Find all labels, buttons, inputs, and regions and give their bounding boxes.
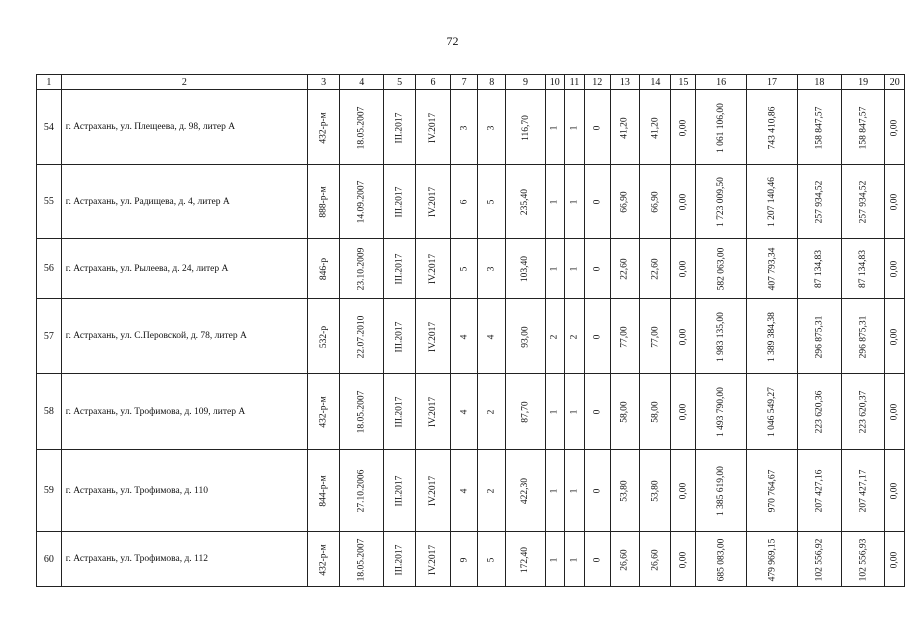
table-cell <box>506 239 545 299</box>
table-cell <box>885 450 905 532</box>
cell-text: III.2017 <box>394 253 405 285</box>
table-cell: г. Астрахань, ул. Трофимова, д. 112 <box>61 532 307 587</box>
header-cell: 20 <box>885 75 905 90</box>
cell-text: III.2017 <box>394 321 405 352</box>
table-cell <box>340 239 384 299</box>
table-cell: 56 <box>37 239 62 299</box>
header-cell: 19 <box>841 75 885 90</box>
table-cell <box>797 450 841 532</box>
table-row <box>37 374 905 450</box>
table-cell <box>416 532 451 587</box>
cell-text: 66,90 <box>619 191 630 213</box>
table-cell <box>545 532 564 587</box>
header-cell: 7 <box>450 75 477 90</box>
table-cell <box>506 374 545 450</box>
table-cell <box>696 374 747 450</box>
cell-text: III.2017 <box>394 186 405 218</box>
table-cell <box>564 374 584 450</box>
table-cell <box>585 374 610 450</box>
cell-text: IV.2017 <box>427 186 438 218</box>
cell-text: 93,00 <box>520 325 531 348</box>
cell-text: 102 556,92 <box>814 538 825 581</box>
table-cell <box>450 532 477 587</box>
cell-text: IV.2017 <box>427 396 438 428</box>
page-number: 72 <box>446 34 459 48</box>
table-cell <box>747 90 798 165</box>
table-cell: 58 <box>37 374 62 450</box>
cell-text: 9 <box>459 557 470 562</box>
table-cell <box>384 532 416 587</box>
header-row <box>37 75 905 90</box>
cell-text: 2 <box>569 334 580 339</box>
cell-text: III.2017 <box>394 112 405 143</box>
cell-text: IV.2017 <box>427 544 438 575</box>
cell-text: 3 <box>459 125 470 130</box>
table-cell <box>416 374 451 450</box>
table-cell <box>610 239 640 299</box>
table-cell <box>797 165 841 239</box>
cell-text: 0,00 <box>678 403 689 421</box>
table-row <box>37 299 905 374</box>
cell-text: 22,60 <box>619 258 630 280</box>
cell-text: 66,90 <box>650 191 661 213</box>
table-cell <box>478 239 506 299</box>
cell-text: 207 427,16 <box>814 469 825 513</box>
table-cell <box>340 299 384 374</box>
cell-text: IV.2017 <box>427 321 438 352</box>
cell-text: 0,00 <box>889 193 900 211</box>
table-cell <box>450 450 477 532</box>
table-cell <box>671 165 696 239</box>
table-cell <box>585 450 610 532</box>
table-cell <box>450 165 477 239</box>
table-cell <box>416 299 451 374</box>
table-cell <box>545 90 564 165</box>
table-cell: г. Астрахань, ул. Трофимова, д. 110 <box>61 450 307 532</box>
table-cell <box>545 299 564 374</box>
table-cell <box>797 374 841 450</box>
table-cell <box>610 374 640 450</box>
cell-text: 4 <box>459 488 470 494</box>
cell-text: 479 969,15 <box>767 538 778 581</box>
cell-text: 41,20 <box>619 116 630 139</box>
table-cell <box>640 90 671 165</box>
table-cell <box>450 90 477 165</box>
cell-text: 1 385 619,00 <box>716 466 727 516</box>
table-cell <box>696 532 747 587</box>
table-cell <box>671 374 696 450</box>
cell-text: 2 <box>486 488 497 494</box>
cell-text: 18.05.2007 <box>356 538 367 581</box>
table-cell <box>610 165 640 239</box>
table-cell <box>340 374 384 450</box>
table-cell <box>797 90 841 165</box>
table-cell <box>841 450 885 532</box>
table-cell <box>797 239 841 299</box>
table-cell: г. Астрахань, ул. Трофимова, д. 109, литер А <box>61 374 307 450</box>
cell-text: 5 <box>459 266 470 272</box>
cell-text: 14.09.2007 <box>356 180 367 224</box>
cell-text: 0,00 <box>678 260 689 278</box>
table-cell <box>450 374 477 450</box>
table-cell <box>640 239 671 299</box>
cell-text: 58,00 <box>619 401 630 423</box>
cell-text: 223 620,36 <box>814 390 825 434</box>
table-cell <box>671 299 696 374</box>
cell-text: III.2017 <box>394 475 405 507</box>
cell-text: 77,00 <box>619 325 630 348</box>
cell-text: IV.2017 <box>427 475 438 507</box>
cell-text: 0,00 <box>889 260 900 278</box>
table-cell <box>564 532 584 587</box>
cell-text: 235,40 <box>520 188 531 216</box>
table-cell <box>564 450 584 532</box>
cell-text: 1 <box>549 199 560 205</box>
table-cell <box>384 450 416 532</box>
cell-text: 0,00 <box>889 482 900 500</box>
cell-text: 87 134,83 <box>858 250 869 288</box>
header-cell: 3 <box>308 75 340 90</box>
header-cell: 6 <box>416 75 451 90</box>
cell-text: 22,60 <box>650 258 661 280</box>
header-cell: 15 <box>671 75 696 90</box>
table-cell: 55 <box>37 165 62 239</box>
header-cell: 17 <box>747 75 798 90</box>
cell-text: 41,20 <box>650 116 661 139</box>
table-cell <box>506 90 545 165</box>
table-cell <box>841 239 885 299</box>
cell-text: 1 046 549,27 <box>767 387 778 437</box>
cell-text: 5 <box>486 199 497 205</box>
header-cell: 12 <box>585 75 610 90</box>
table-cell: г. Астрахань, ул. Рылеева, д. 24, литер А <box>61 239 307 299</box>
table-cell: 57 <box>37 299 62 374</box>
cell-text: III.2017 <box>394 544 405 575</box>
cell-text: 844-р-м <box>318 475 329 507</box>
table-cell <box>545 239 564 299</box>
cell-text: 0,00 <box>889 328 900 345</box>
table-cell <box>545 374 564 450</box>
cell-text: 0,00 <box>678 551 689 568</box>
header-cell: 5 <box>384 75 416 90</box>
table-cell <box>885 239 905 299</box>
cell-text: 1 <box>549 488 560 494</box>
table-cell <box>384 374 416 450</box>
cell-text: 422,30 <box>520 477 531 505</box>
cell-text: 0 <box>592 488 603 494</box>
table-cell <box>885 299 905 374</box>
cell-text: 2 <box>549 334 560 339</box>
table-cell <box>308 90 340 165</box>
table-cell <box>416 165 451 239</box>
table-cell <box>841 165 885 239</box>
table-cell <box>671 90 696 165</box>
table-cell <box>340 532 384 587</box>
cell-text: 5 <box>486 557 497 562</box>
table-cell <box>885 374 905 450</box>
table-cell <box>671 532 696 587</box>
table-cell <box>640 165 671 239</box>
table-cell <box>885 532 905 587</box>
cell-text: 532-р <box>318 325 329 348</box>
table-cell <box>610 90 640 165</box>
table-cell <box>478 450 506 532</box>
table-cell <box>797 299 841 374</box>
cell-text: 0,00 <box>678 193 689 211</box>
table-cell <box>478 374 506 450</box>
cell-text: 1 <box>549 409 560 415</box>
cell-text: 1 389 384,38 <box>767 311 778 362</box>
table-cell <box>671 239 696 299</box>
cell-text: 1 <box>569 199 580 205</box>
table-cell <box>308 450 340 532</box>
table-cell <box>696 165 747 239</box>
table-cell <box>610 299 640 374</box>
table-cell <box>696 299 747 374</box>
table-cell <box>478 532 506 587</box>
table-cell <box>797 532 841 587</box>
table-cell <box>308 374 340 450</box>
cell-text: 1 493 790,00 <box>716 387 727 437</box>
cell-text: 0 <box>592 334 603 339</box>
table-cell <box>640 450 671 532</box>
table-cell <box>384 239 416 299</box>
table-cell <box>564 165 584 239</box>
table-cell <box>478 90 506 165</box>
cell-text: 0,00 <box>678 482 689 500</box>
table-cell <box>545 165 564 239</box>
table-cell <box>696 239 747 299</box>
cell-text: 296 875,31 <box>858 315 869 358</box>
table-cell <box>308 532 340 587</box>
cell-text: 1 <box>569 125 580 130</box>
cell-text: 172,40 <box>520 546 531 573</box>
cell-text: 3 <box>486 266 497 272</box>
header-cell: 2 <box>61 75 307 90</box>
cell-text: 0,00 <box>889 403 900 421</box>
table-cell <box>416 239 451 299</box>
cell-text: 87 134,83 <box>814 250 825 288</box>
table-cell: г. Астрахань, ул. Радищева, д. 4, литер А <box>61 165 307 239</box>
cell-text: 1 <box>549 266 560 272</box>
cell-text: 4 <box>459 334 470 339</box>
table-cell <box>841 532 885 587</box>
table-cell <box>416 450 451 532</box>
table-cell <box>885 165 905 239</box>
table-cell <box>564 239 584 299</box>
header-cell: 9 <box>506 75 545 90</box>
cell-text: 0 <box>592 557 603 562</box>
cell-text: 0 <box>592 266 603 272</box>
table-row <box>37 532 905 587</box>
cell-text: 407 793,34 <box>767 247 778 291</box>
table-cell <box>478 299 506 374</box>
cell-text: 103,40 <box>520 255 531 283</box>
table-cell <box>610 532 640 587</box>
cell-text: 432-р-м <box>318 111 329 144</box>
cell-text: 888-р-м <box>318 186 329 218</box>
table-cell <box>384 90 416 165</box>
cell-text: 77,00 <box>650 325 661 348</box>
cell-text: 743 410,86 <box>767 106 778 149</box>
cell-text: 4 <box>459 409 470 415</box>
table-cell <box>747 239 798 299</box>
table-cell <box>747 299 798 374</box>
table-cell <box>585 165 610 239</box>
table-cell <box>340 165 384 239</box>
table-row <box>37 90 905 165</box>
table-cell <box>585 299 610 374</box>
table-cell <box>640 374 671 450</box>
cell-text: 1 <box>569 557 580 562</box>
cell-text: 26,60 <box>650 548 661 571</box>
cell-text: 0,00 <box>889 119 900 136</box>
table-cell <box>841 299 885 374</box>
cell-text: 846-р <box>318 257 329 281</box>
cell-text: 102 556,93 <box>858 538 869 581</box>
cell-text: 22.07.2010 <box>356 315 367 358</box>
cell-text: 6 <box>459 199 470 205</box>
table-cell <box>671 450 696 532</box>
table-body <box>37 75 905 587</box>
table-cell <box>478 165 506 239</box>
cell-text: 1 983 135,00 <box>716 311 727 362</box>
header-cell: 11 <box>564 75 584 90</box>
table-cell <box>384 299 416 374</box>
table-cell: 59 <box>37 450 62 532</box>
cell-text: 1 723 009,50 <box>716 177 727 227</box>
table-cell <box>506 299 545 374</box>
table-cell <box>640 299 671 374</box>
cell-text: 53,80 <box>650 480 661 502</box>
table-cell: 60 <box>37 532 62 587</box>
cell-text: 27.10.2006 <box>356 469 367 513</box>
cell-text: 1 207 140,46 <box>767 177 778 227</box>
table-cell <box>545 450 564 532</box>
cell-text: 432-р-м <box>318 543 329 576</box>
cell-text: 0,00 <box>889 551 900 568</box>
cell-text: 23.10.2009 <box>356 247 367 291</box>
table-cell: г. Астрахань, ул. Плещеева, д. 98, литер А <box>61 90 307 165</box>
table-cell <box>585 90 610 165</box>
cell-text: 0 <box>592 409 603 415</box>
table-cell <box>340 90 384 165</box>
table-cell <box>747 532 798 587</box>
table-cell <box>747 165 798 239</box>
cell-text: IV.2017 <box>427 253 438 285</box>
table-cell <box>747 450 798 532</box>
cell-text: IV.2017 <box>427 112 438 143</box>
table-cell <box>585 239 610 299</box>
cell-text: 257 934,52 <box>814 180 825 224</box>
table-cell <box>450 239 477 299</box>
cell-text: 296 875,31 <box>814 315 825 358</box>
cell-text: III.2017 <box>394 396 405 428</box>
table-cell <box>841 374 885 450</box>
cell-text: 4 <box>486 334 497 339</box>
table-cell <box>308 239 340 299</box>
table-cell <box>506 450 545 532</box>
cell-text: 0 <box>592 125 603 130</box>
header-cell: 1 <box>37 75 62 90</box>
cell-text: 2 <box>486 409 497 415</box>
cell-text: 116,70 <box>520 114 531 141</box>
cell-text: 158 847,57 <box>814 106 825 149</box>
cell-text: 207 427,17 <box>858 469 869 513</box>
cell-text: 1 <box>569 409 580 415</box>
register-table <box>36 74 905 587</box>
cell-text: 970 764,67 <box>767 469 778 513</box>
cell-text: 257 934,52 <box>858 180 869 224</box>
table-cell <box>696 450 747 532</box>
cell-text: 1 <box>569 488 580 494</box>
cell-text: 18.05.2007 <box>356 106 367 149</box>
cell-text: 87,70 <box>520 401 531 423</box>
table-row <box>37 165 905 239</box>
cell-text: 582 063,00 <box>716 247 727 291</box>
cell-text: 223 620,37 <box>858 390 869 434</box>
cell-text: 158 847,57 <box>858 106 869 149</box>
table-cell <box>506 165 545 239</box>
table-cell <box>841 90 885 165</box>
cell-text: 0,00 <box>678 328 689 345</box>
header-cell: 4 <box>340 75 384 90</box>
cell-text: 0 <box>592 199 603 205</box>
table-cell <box>610 450 640 532</box>
table-cell <box>747 374 798 450</box>
cell-text: 432-р-м <box>318 396 329 428</box>
table-cell <box>450 299 477 374</box>
cell-text: 53,80 <box>619 480 630 502</box>
table-cell <box>564 299 584 374</box>
table-cell <box>585 532 610 587</box>
table-cell: 54 <box>37 90 62 165</box>
header-cell: 13 <box>610 75 640 90</box>
cell-text: 1 <box>569 266 580 272</box>
cell-text: 1 061 106,00 <box>716 102 727 153</box>
header-cell: 18 <box>797 75 841 90</box>
table-cell: г. Астрахань, ул. С.Перовской, д. 78, литер А <box>61 299 307 374</box>
header-cell: 16 <box>696 75 747 90</box>
table-cell <box>640 532 671 587</box>
table-cell <box>506 532 545 587</box>
header-cell: 14 <box>640 75 671 90</box>
table-cell <box>885 90 905 165</box>
cell-text: 1 <box>549 557 560 562</box>
table-row <box>37 239 905 299</box>
table-cell <box>696 90 747 165</box>
table-cell <box>416 90 451 165</box>
table-row <box>37 450 905 532</box>
cell-text: 26,60 <box>619 548 630 571</box>
table-cell <box>308 165 340 239</box>
table-cell <box>384 165 416 239</box>
cell-text: 0,00 <box>678 119 689 136</box>
cell-text: 685 083,00 <box>716 538 727 581</box>
table-cell <box>564 90 584 165</box>
cell-text: 3 <box>486 125 497 130</box>
header-cell: 10 <box>545 75 564 90</box>
cell-text: 1 <box>549 125 560 130</box>
header-cell: 8 <box>478 75 506 90</box>
cell-text: 58,00 <box>650 401 661 423</box>
table-cell <box>308 299 340 374</box>
table-cell <box>340 450 384 532</box>
cell-text: 18.05.2007 <box>356 390 367 434</box>
